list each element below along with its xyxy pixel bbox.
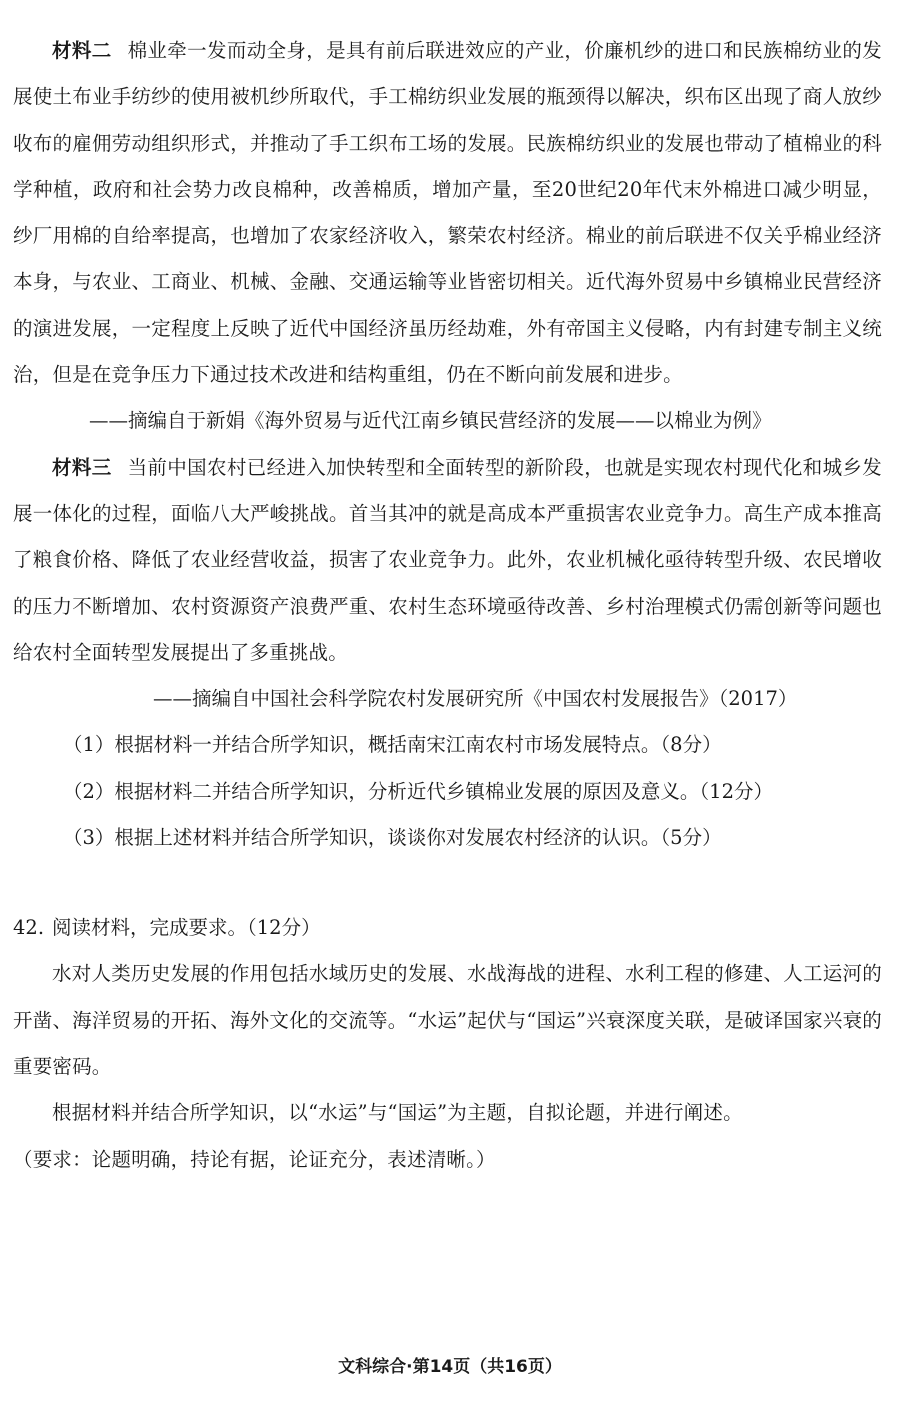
question-42-material: 水对人类历史发展的作用包括水域历史的发展、水战海战的进程、水利工程的修建、人工运河的开凿、海洋贸易的开拓、海外文化的交流等。“水运”起伏与“国运”兴衰深度关联，是破译国家兴衰的重要密码。 <box>13 962 882 1078</box>
question-42-requirement: （要求：论题明确，持论有据，论证充分，表述清晰。） <box>13 1147 496 1171</box>
material-3-source: ——摘编自中国社会科学院农村发展研究所《中国农村发展报告》（2017） <box>153 687 798 711</box>
section-spacer <box>13 861 882 905</box>
material-2-text: 棉业牵一发而动全身，是具有前后联进效应的产业，价廉机纱的进口和民族棉纺业的发展使土布业手纺纱的使用被机纱所取代，手工棉纺织业发展的瓶颈得以解决，织布区出现了商人放纱收布的雇佣劳动组织形式，并推动了手工织布工场的发展。民族棉纺织业的发展也带动了植棉业的科学种植，政府和社会势力改良棉种，改善棉质，增加产量，至20世纪20年代末外棉进口减少明显，纱厂用棉的自给率提高，也增加了农家经济收入，繁荣农村经济。棉业的前后联进不仅关乎棉业经济本身，与农业、工商业、机械、金融、交通运输等业皆密切相关。近代海外贸易中乡镇棉业民营经济的演进发展，一定程度上反映了近代中国经济虽历经劫难，外有帝国主义侵略，内有封建专制主义统治，但是在竞争压力下通过技术改进和结构重组，仍在不断向前发展和进步。 <box>13 39 882 387</box>
material-2-label: 材料二 <box>52 39 112 62</box>
material-2-source: ——摘编自于新娟《海外贸易与近代江南乡镇民营经济的发展——以棉业为例》 <box>89 409 772 433</box>
page-footer: 文科综合·第14页（共16页） <box>338 1357 562 1377</box>
question-42-heading <box>13 905 882 951</box>
material-3-text: 当前中国农村已经进入加快转型和全面转型的新阶段，也就是实现农村现代化和城乡发展一体化的过程，面临八大严峻挑战。首当其冲的就是高成本严重损害农业竞争力。高生产成本推高了粮食价格、降低了农业经营收益，损害了农业竞争力。此外，农业机械化亟待转型升级、农民增收的压力不断增加、农村资源资产浪费严重、农村生态环境亟待改善、乡村治理模式仍需创新等问题也给农村全面转型发展提出了多重挑战。 <box>13 455 882 664</box>
question-2: （2）根据材料二并结合所学知识，分析近代乡镇棉业发展的原因及意义。（12分） <box>63 779 773 803</box>
question-1: （1）根据材料一并结合所学知识，概括南宋江南农村市场发展特点。（8分） <box>63 733 722 757</box>
question-3: （3）根据上述材料并结合所学知识，谈谈你对发展农村经济的认识。（5分） <box>63 826 722 850</box>
question-42-title: 阅读材料，完成要求。（12分） <box>52 916 321 940</box>
question-42-task: 根据材料并结合所学知识，以“水运”与“国运”为主题，自拟论题，并进行阐述。 <box>52 1101 743 1125</box>
material-3-paragraph <box>13 445 882 676</box>
material-2-paragraph <box>13 28 882 398</box>
material-3-label: 材料三 <box>52 455 112 479</box>
question-42-number: 42. <box>13 916 45 940</box>
